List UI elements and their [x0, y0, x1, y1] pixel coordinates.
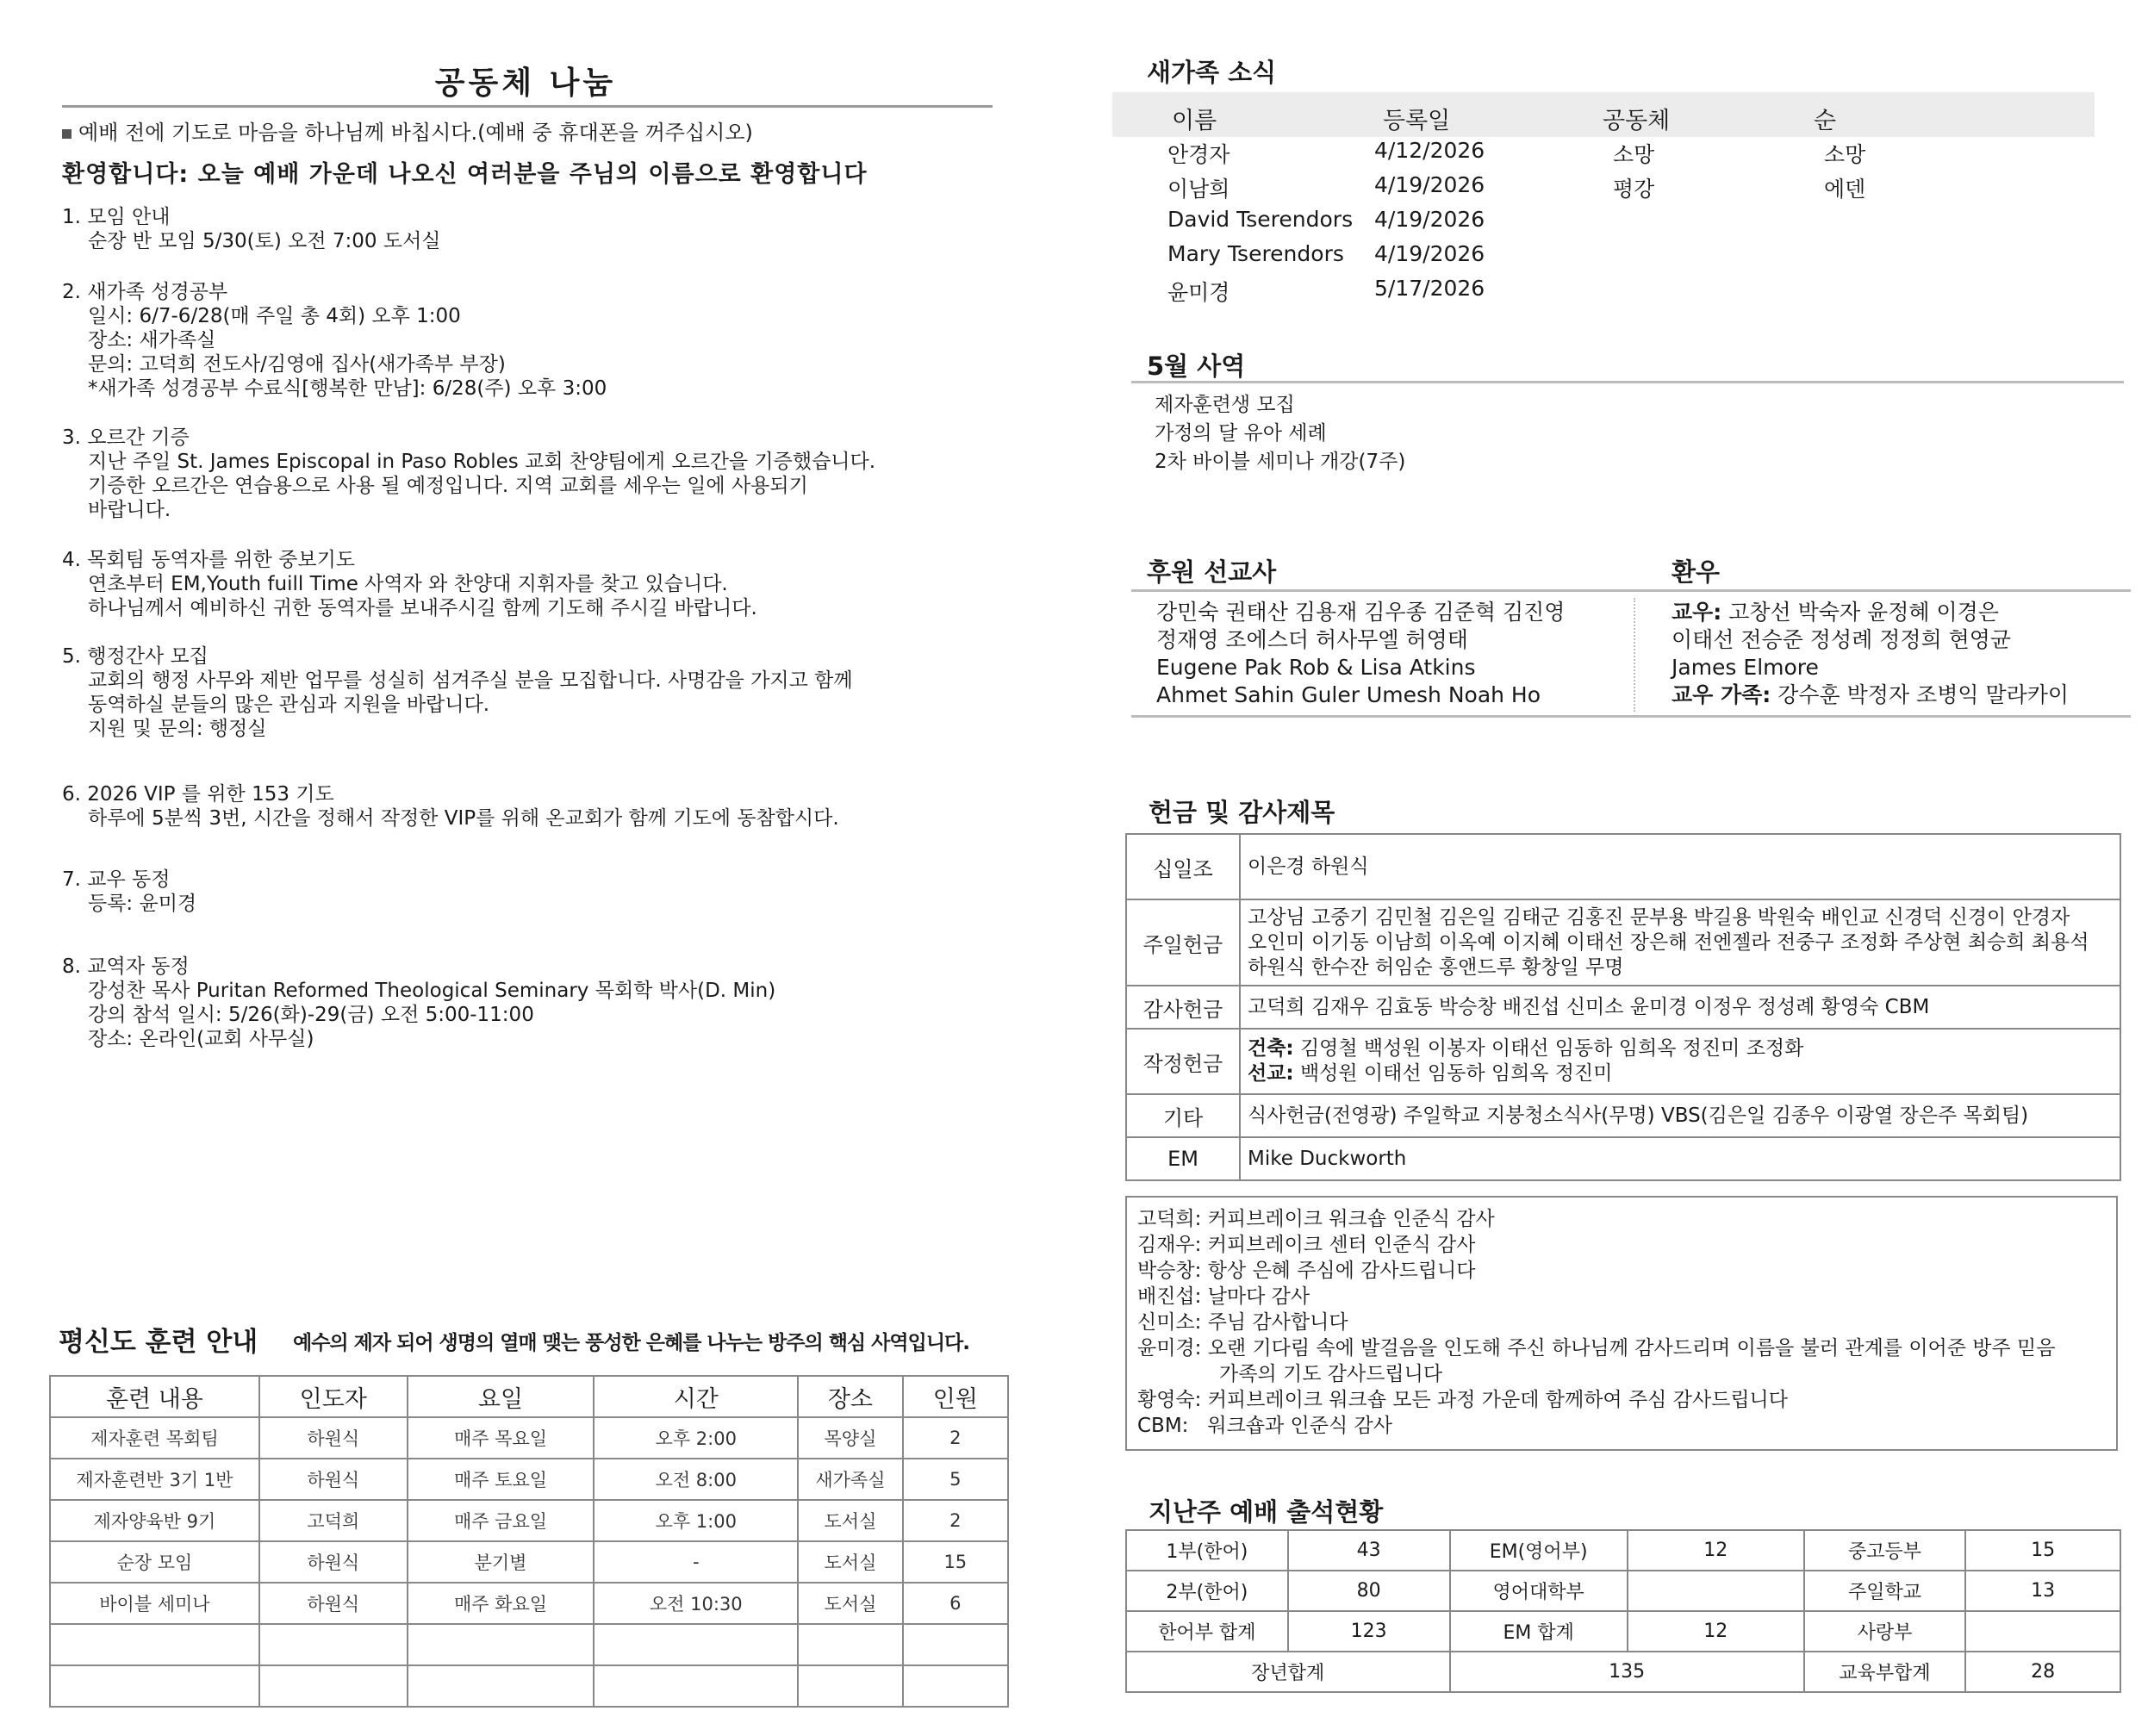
offering-line: [1248, 955, 2113, 980]
notice-item: [62, 955, 993, 1051]
new-family-col-header: 등록일: [1383, 108, 1451, 134]
thanks-line: 김재우: 커피브레이크 센터 인준식 감사: [1137, 1234, 1476, 1256]
attendance-cell: [1628, 1571, 1804, 1611]
table-cell: 제자훈련반 3기 1반: [50, 1459, 259, 1500]
training-col-header: 훈련 내용: [50, 1376, 259, 1417]
thanks-line: 가족의 기도 감사드립니다: [1137, 1363, 1443, 1385]
column-separator: [1634, 598, 1635, 712]
attendance-cell: [1965, 1611, 2120, 1652]
sick-line-text: 이태선 전승준 정성례 정정희 현영균: [1672, 627, 2012, 652]
table-cell: [50, 1624, 259, 1665]
attendance-cell: 80: [1288, 1571, 1450, 1611]
table-row: [50, 1417, 1008, 1459]
table-cell: -: [594, 1541, 798, 1583]
table-cell: [903, 1624, 1008, 1665]
new-family-cell: 안경자: [1167, 142, 1230, 167]
thanks-line: 신미소: 주님 감사합니다: [1137, 1311, 1348, 1334]
table-row: [1126, 1094, 2120, 1137]
offering-names: [1240, 1137, 2120, 1180]
new-family-cell: 윤미경: [1167, 280, 1230, 305]
new-family-cell: 4/19/2026: [1374, 241, 1485, 266]
table-cell: 2: [903, 1500, 1008, 1541]
training-col-header: 요일: [408, 1376, 595, 1417]
table-cell: 매주 토요일: [408, 1459, 595, 1500]
table-row: [1126, 1652, 2120, 1692]
offering-label: 주일헌금: [1126, 899, 1240, 986]
notice-line: 일시: 6/7-6/28(매 주일 총 4회) 오후 1:00: [88, 305, 461, 327]
table-cell: 6: [903, 1583, 1008, 1624]
notice-heading: 7. 교우 동정: [62, 868, 171, 891]
sick-line: [1672, 600, 1999, 625]
list-item: 2차 바이블 세미나 개강(7주): [1155, 451, 1406, 473]
table-cell: [903, 1665, 1008, 1707]
notice-item: [62, 426, 993, 522]
offering-line-text: 식사헌금(전영광) 주일학교 지붕청소식사(무명) VBS(김은일 김종우 이광열 장은주 목회팀): [1248, 1104, 2029, 1127]
list-item: 제자훈련생 모집: [1155, 394, 1295, 416]
table-cell: 하원식: [259, 1459, 408, 1500]
table-cell: 바이블 세미나: [50, 1583, 259, 1624]
table-cell: 매주 금요일: [408, 1500, 595, 1541]
attendance-total-cell: 교육부합계: [1804, 1652, 1965, 1692]
attendance-cell: 2부(한어): [1126, 1571, 1288, 1611]
training-col-header: 장소: [798, 1376, 902, 1417]
table-cell: 도서실: [798, 1541, 902, 1583]
attendance-cell: 123: [1288, 1611, 1450, 1652]
missionaries-divider: [1131, 589, 2131, 592]
new-family-col-header: 공동체: [1603, 108, 1671, 134]
new-family-cell: 4/19/2026: [1374, 207, 1485, 232]
table-cell: [798, 1624, 902, 1665]
new-family-cell: 5/17/2026: [1374, 276, 1485, 301]
notice-line: 강성찬 목사 Puritan Reformed Theological Seminary 목회학 박사(D. Min): [88, 980, 776, 1002]
thanks-box: [1125, 1196, 2118, 1451]
bullet-square-icon: [62, 129, 72, 139]
new-family-cell: 이남희: [1167, 177, 1230, 202]
notice-line: 기증한 오르간은 연습용으로 사용 될 예정입니다. 지역 교회를 세우는 일에 사용되기: [88, 475, 808, 497]
sick-line-text: 강수훈 박정자 조병익 말라카이: [1771, 682, 2070, 707]
sick-line-text: 고창선 박숙자 윤정혜 이경은: [1721, 600, 1999, 625]
table-cell: 2: [903, 1417, 1008, 1459]
table-row: [50, 1541, 1008, 1583]
table-row: [1126, 899, 2120, 986]
table-cell: 도서실: [798, 1500, 902, 1541]
notice-line: 하나님께서 예비하신 귀한 동역자를 보내주시길 함께 기도해 주시길 바랍니다.: [88, 597, 757, 619]
new-family-cell: Mary Tserendors: [1167, 241, 1344, 266]
offering-line: [1248, 930, 2113, 955]
table-cell: 제자양육반 9기: [50, 1500, 259, 1541]
offering-line-text: 고상님 고중기 김민철 김은일 김태군 김홍진 문부용 박길용 박원숙 배인교 신경덕 신경이 안경자: [1248, 905, 2070, 929]
notice-item: [62, 548, 993, 620]
offering-line-text: 하원식 한수잔 허임순 홍앤드루 황창일 무명: [1248, 955, 1624, 979]
table-cell: [594, 1624, 798, 1665]
offering-line-label: 선교:: [1248, 1062, 1294, 1085]
table-cell: [408, 1624, 595, 1665]
notice-line: 연초부터 EM,Youth fuill Time 사역자 와 찬양대 지휘자를 찾고 있습니다.: [88, 573, 728, 595]
may-ministry-title: 5월 사역: [1147, 352, 1246, 381]
offering-line: [1248, 1061, 2113, 1086]
table-cell: 하원식: [259, 1583, 408, 1624]
table-cell: 15: [903, 1541, 1008, 1583]
offering-box: [1125, 833, 2121, 1181]
sick-line: [1672, 628, 2011, 652]
notice-line: *새가족 성경공부 수료식[행복한 만남]: 6/28(주) 오후 3:00: [88, 377, 607, 400]
offering-line-text: 고덕희 김재우 김효동 박승창 배진섭 신미소 윤미경 이정우 정성례 황영숙 CBM: [1248, 995, 1930, 1018]
attendance-cell: 12: [1628, 1611, 1804, 1652]
table-cell: 제자훈련 목회팀: [50, 1417, 259, 1459]
notice-item: [62, 782, 993, 831]
thanks-line: 고덕희: 커피브레이크 워크숍 인준식 감사: [1137, 1208, 1495, 1230]
notice-heading: 6. 2026 VIP 를 위한 153 기도: [62, 783, 334, 806]
offering-line-text: Mike Duckworth: [1248, 1147, 1407, 1170]
table-cell: [259, 1624, 408, 1665]
missionary-line: Ahmet Sahin Guler Umesh Noah Ho: [1156, 682, 1541, 707]
offering-table: [1125, 833, 2121, 1181]
new-family-cell: 에덴: [1824, 177, 1866, 202]
attendance-total-cell: 28: [1965, 1652, 2120, 1692]
offering-label: 십일조: [1126, 834, 1240, 899]
offering-names: [1240, 1094, 2120, 1137]
notice-line: 동역하실 분들의 많은 관심과 지원을 바랍니다.: [88, 694, 490, 716]
attendance-cell: 1부(한어): [1126, 1530, 1288, 1571]
table-cell: [594, 1665, 798, 1707]
table-cell: 5: [903, 1459, 1008, 1500]
attendance-cell: 영어대학부: [1450, 1571, 1628, 1611]
table-cell: 고덕희: [259, 1500, 408, 1541]
welcome-message: 환영합니다: 오늘 예배 가운데 나오신 여러분을 주님의 이름으로 환영합니다: [62, 161, 868, 188]
thanks-line: 황영숙: 커피브레이크 워크숍 모든 과정 가운데 함께하여 주심 감사드립니다: [1137, 1389, 1788, 1411]
missionary-line: Eugene Pak Rob & Lisa Atkins: [1156, 655, 1476, 680]
new-family-cell: David Tserendors: [1167, 207, 1354, 232]
table-row: [1126, 834, 2120, 899]
title-divider: [62, 105, 993, 108]
offering-line: [1248, 905, 2113, 930]
attendance-cell: 한어부 합계: [1126, 1611, 1288, 1652]
new-family-cell: 4/12/2026: [1374, 138, 1485, 163]
table-row: [1126, 1530, 2120, 1571]
table-row: [1126, 1137, 2120, 1180]
notice-line: 문의: 고덕희 전도사/김영애 집사(새가족부 부장): [88, 353, 506, 376]
sick-line-label: 교우 가족:: [1672, 682, 1771, 707]
notice-heading: 1. 모임 안내: [62, 206, 171, 228]
offering-names: [1240, 899, 2120, 986]
notice-item: [62, 280, 993, 401]
table-cell: 매주 화요일: [408, 1583, 595, 1624]
notice-line: 교회의 행정 사무와 제반 업무를 성실히 섬겨주실 분을 모집합니다. 사명감을 가지고 함께: [88, 669, 853, 692]
offering-label: 작정헌금: [1126, 1029, 1240, 1094]
new-family-cell: 소망: [1613, 142, 1655, 167]
table-cell: [259, 1665, 408, 1707]
attendance-total-cell: 135: [1450, 1652, 1804, 1692]
page-title: 공동체 나눔: [434, 65, 617, 101]
offering-line-text: 이은경 하원식: [1248, 855, 1369, 878]
attendance-cell: EM 합계: [1450, 1611, 1628, 1652]
offering-line-label: 건축:: [1248, 1037, 1294, 1060]
offering-names: [1240, 1029, 2120, 1094]
notice-heading: 4. 목회팀 동역자를 위한 중보기도: [62, 549, 356, 571]
sick-line: [1672, 656, 1819, 680]
training-table: [49, 1375, 1009, 1708]
intro-line: [62, 115, 753, 146]
table-row: [1126, 986, 2120, 1029]
table-cell: [798, 1665, 902, 1707]
attendance-cell: 15: [1965, 1530, 2120, 1571]
notice-heading: 5. 행정간사 모집: [62, 645, 209, 668]
notice-line: 순장 반 모임 5/30(토) 오전 7:00 도서실: [88, 230, 441, 252]
thanks-line: 박승창: 항상 은혜 주심에 감사드립니다: [1137, 1260, 1476, 1282]
offering-label: 감사헌금: [1126, 986, 1240, 1029]
attendance-cell: 13: [1965, 1571, 2120, 1611]
notice-item: [62, 205, 993, 253]
sick-line: [1672, 683, 2069, 707]
table-cell: 새가족실: [798, 1459, 902, 1500]
table-cell: 분기별: [408, 1541, 595, 1583]
missionary-line: 정재영 조에스더 허사무엘 허영태: [1156, 627, 1468, 652]
table-row: [50, 1459, 1008, 1500]
notice-heading: 2. 새가족 성경공부: [62, 281, 228, 303]
attendance-cell: EM(영어부): [1450, 1530, 1628, 1571]
notice-line: 강의 참석 일시: 5/26(화)-29(금) 오전 5:00-11:00: [88, 1004, 534, 1026]
attendance-cell: 중고등부: [1804, 1530, 1965, 1571]
notice-item: [62, 644, 993, 741]
training-title: 평신도 훈련 안내: [59, 1327, 258, 1358]
table-row: [1126, 1611, 2120, 1652]
new-family-cell: 4/19/2026: [1374, 172, 1485, 197]
new-family-cell: 평강: [1613, 177, 1655, 202]
missionary-line: 강민숙 권태산 김용재 김우종 김준혁 김진영: [1156, 600, 1566, 625]
offering-label: 기타: [1126, 1094, 1240, 1137]
notice-line: 바랍니다.: [88, 499, 171, 521]
notice-line: 지난 주일 St. James Episcopal in Paso Robles 교회 찬양팀에게 오르간을 기증했습니다.: [88, 451, 876, 473]
new-family-title: 새가족 소식: [1147, 58, 1277, 87]
attendance-cell: 주일학교: [1804, 1571, 1965, 1611]
offering-line-text: 오인미 이기동 이남희 이옥예 이지혜 이태선 장은해 전엔젤라 전중구 조정화 주상현 최승희 최용석: [1248, 930, 2089, 954]
offering-line: [1248, 1147, 2113, 1172]
offering-line-text: 김영철 백성원 이봉자 이태선 임동하 임희옥 정진미 조정화: [1293, 1037, 1804, 1060]
table-row: [1126, 1029, 2120, 1094]
notice-line: 하루에 5분씩 3번, 시간을 정해서 작정한 VIP를 위해 온교회가 함께 기도에 동참합시다.: [88, 807, 839, 830]
new-family-col-header: 순: [1814, 108, 1837, 134]
training-col-header: 시간: [594, 1376, 798, 1417]
missionaries-title: 후원 선교사: [1147, 557, 1277, 587]
table-cell: 목양실: [798, 1417, 902, 1459]
table-row: [50, 1624, 1008, 1665]
offering-line: [1248, 1036, 2113, 1061]
table-cell: 오전 8:00: [594, 1459, 798, 1500]
sick-line-label: 교우:: [1672, 600, 1722, 625]
table-cell: 도서실: [798, 1583, 902, 1624]
notice-heading: 3. 오르간 기증: [62, 426, 190, 449]
new-family-cell: 소망: [1824, 142, 1866, 167]
offering-title: 헌금 및 감사제목: [1149, 798, 1335, 827]
table-row: [50, 1665, 1008, 1707]
sick-line-text: James Elmore: [1672, 655, 1819, 680]
notice-line: 등록: 윤미경: [88, 893, 197, 915]
attendance-cell: 43: [1288, 1530, 1450, 1571]
table-cell: 매주 목요일: [408, 1417, 595, 1459]
attendance-table: [1125, 1529, 2121, 1693]
sick-title: 환우: [1672, 557, 1721, 587]
attendance-total-cell: 장년합계: [1126, 1652, 1450, 1692]
thanks-line: 배진섭: 날마다 감사: [1137, 1285, 1310, 1308]
table-cell: 하원식: [259, 1417, 408, 1459]
notice-line: 지원 및 문의: 행정실: [88, 718, 267, 740]
training-col-header: 인원: [903, 1376, 1008, 1417]
table-cell: [50, 1665, 259, 1707]
table-row: [1126, 1571, 2120, 1611]
offering-line: [1248, 855, 2113, 880]
offering-names: [1240, 834, 2120, 899]
offering-label: EM: [1126, 1137, 1240, 1180]
notice-line: 장소: 온라인(교회 사무실): [88, 1028, 314, 1050]
table-cell: 오전 10:30: [594, 1583, 798, 1624]
training-col-header: 인도자: [259, 1376, 408, 1417]
table-row: [50, 1583, 1008, 1624]
table-cell: 하원식: [259, 1541, 408, 1583]
offering-line-text: 백성원 이태선 임동하 임희옥 정진미: [1293, 1062, 1613, 1085]
table-cell: 오후 1:00: [594, 1500, 798, 1541]
sick-divider: [1131, 715, 2131, 718]
may-ministry-divider: [1131, 381, 2124, 383]
offering-line: [1248, 1104, 2113, 1129]
offering-names: [1240, 986, 2120, 1029]
notice-line: 장소: 새가족실: [88, 329, 216, 352]
notice-item: [62, 868, 993, 916]
table-row: [50, 1500, 1008, 1541]
table-cell: 오후 2:00: [594, 1417, 798, 1459]
attendance-cell: 12: [1628, 1530, 1804, 1571]
notice-heading: 8. 교역자 동정: [62, 955, 190, 978]
table-cell: [408, 1665, 595, 1707]
list-item: 가정의 달 유아 세례: [1155, 422, 1327, 445]
table-cell: 순장 모임: [50, 1541, 259, 1583]
new-family-col-header: 이름: [1172, 108, 1217, 134]
offering-line: [1248, 995, 2113, 1020]
intro-text: 예배 전에 기도로 마음을 하나님께 바칩시다.(예배 중 휴대폰을 꺼주십시오): [78, 121, 753, 145]
thanks-line: 윤미경: 오랜 기다림 속에 발걸음을 인도해 주신 하나님께 감사드리며 이름을 불러 관계를 이어준 방주 믿음: [1137, 1337, 2056, 1360]
thanks-line: CBM: 워크숍과 인준식 감사: [1137, 1415, 1392, 1437]
attendance-cell: 사랑부: [1804, 1611, 1965, 1652]
training-subtitle: 예수의 제자 되어 생명의 열매 맺는 풍성한 은혜를 나누는 방주의 핵심 사역입니다.: [293, 1332, 970, 1354]
attendance-title: 지난주 예배 출석현황: [1149, 1497, 1384, 1527]
